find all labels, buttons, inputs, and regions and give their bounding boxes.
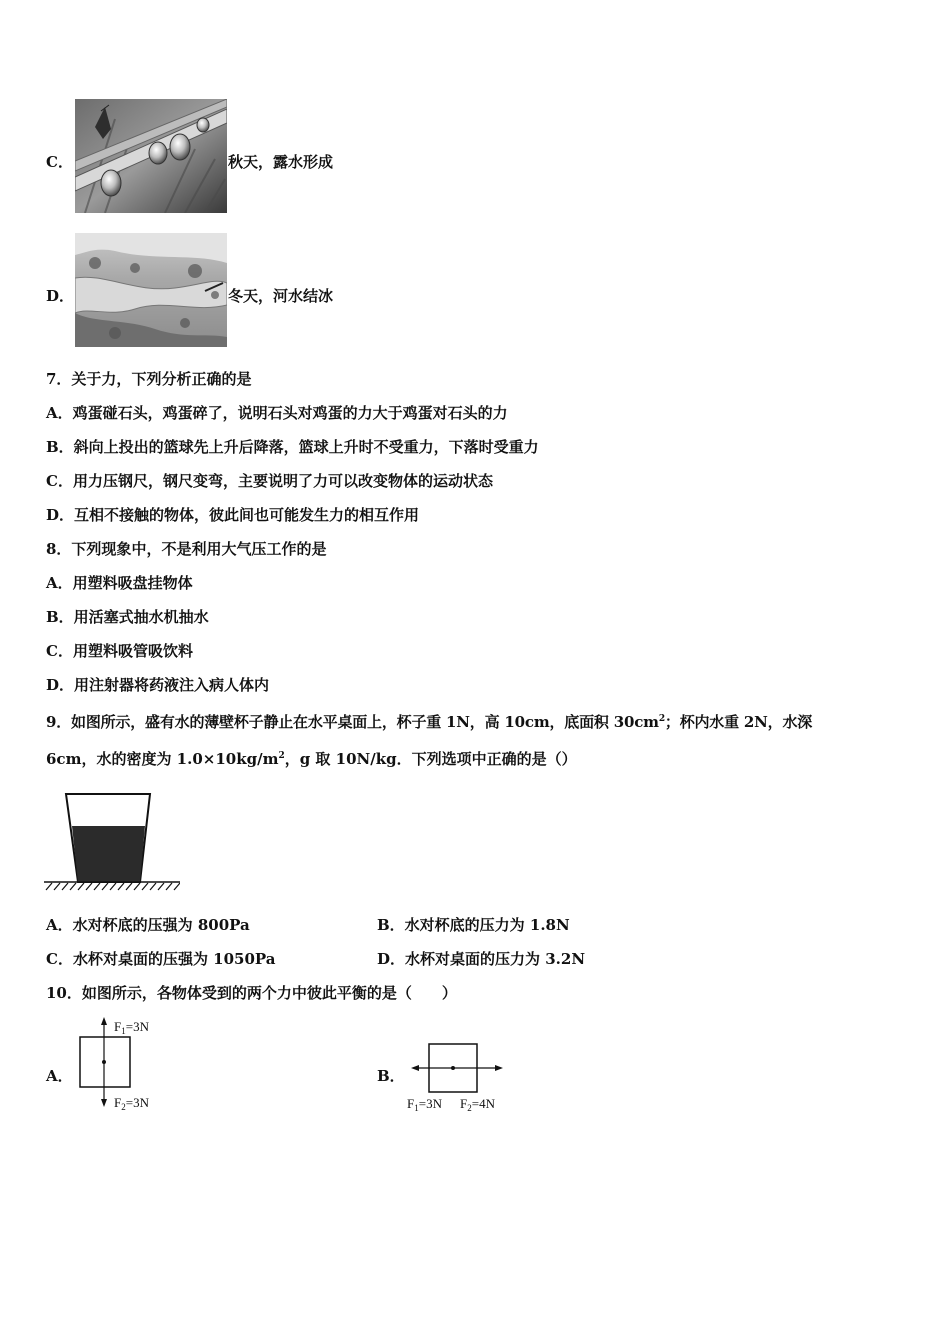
q8-option-a: A．用塑料吸盘挂物体 <box>46 574 193 592</box>
force-a-f1-label: $F_1=3N$ <box>114 1019 149 1036</box>
force-a-f2-label: $F_2=3N$ <box>114 1095 149 1112</box>
q8-option-b: B．用活塞式抽水机抽水 <box>46 608 209 626</box>
q6-option-c-label: C． <box>46 153 73 171</box>
q7-stem: 7．关于力，下列分析正确的是 <box>46 370 252 388</box>
cup-of-water-figure <box>44 790 180 894</box>
frozen-river-photo <box>75 233 227 347</box>
q9-stem-line1: 9．如图所示，盛有水的薄壁杯子静止在水平桌面上，杯子重 1N，高 10cm，底面积 $30cm^2$；杯内水重 2N，水深 <box>46 713 813 731</box>
q10-stem: 10．如图所示，各物体受到的两个力中彼此平衡的是（ ） <box>46 984 457 1002</box>
q8-option-d: D．用注射器将药液注入病人体内 <box>46 676 270 694</box>
q9-option-b: B．水对杯底的压力为 1.8N <box>377 916 570 934</box>
q9-option-c: C．水杯对桌面的压强为 1050Pa <box>46 950 276 968</box>
force-b-f1-label: $F_1=3N$ <box>407 1096 442 1113</box>
q7-option-c: C．用力压钢尺，钢尺变弯，主要说明了力可以改变物体的运动状态 <box>46 472 493 490</box>
q9-stem-line2: 6cm，水的密度为 $1.0\times 10kg/m^2$，g 取 10N/kg．下列选项中正确的是（） <box>46 750 577 768</box>
q10-option-a-label: A． <box>46 1067 73 1085</box>
q6-option-c-text: 秋天，露水形成 <box>228 153 334 171</box>
dew-photo <box>75 99 227 213</box>
force-b-f2-label: $F_2=4N$ <box>460 1096 495 1113</box>
force-diagram-b <box>405 1040 515 1116</box>
q6-option-d-label: D． <box>46 287 75 305</box>
q7-option-a: A．鸡蛋碰石头，鸡蛋碎了，说明石头对鸡蛋的力大于鸡蛋对石头的力 <box>46 404 508 422</box>
q8-option-c: C．用塑料吸管吸饮料 <box>46 642 193 660</box>
q6-option-d-text: 冬天，河水结冰 <box>228 287 334 305</box>
force-diagram-a <box>78 1015 178 1115</box>
q10-option-b-label: B． <box>377 1067 405 1085</box>
q7-option-d: D．互相不接触的物体，彼此间也可能发生力的相互作用 <box>46 506 420 524</box>
q9-option-a: A．水对杯底的压强为 800Pa <box>46 916 250 934</box>
q7-option-b: B．斜向上投出的篮球先上升后降落，篮球上升时不受重力，下落时受重力 <box>46 438 539 456</box>
q8-stem: 8．下列现象中，不是利用大气压工作的是 <box>46 540 327 558</box>
q9-option-d: D．水杯对桌面的压力为 3.2N <box>377 950 586 968</box>
